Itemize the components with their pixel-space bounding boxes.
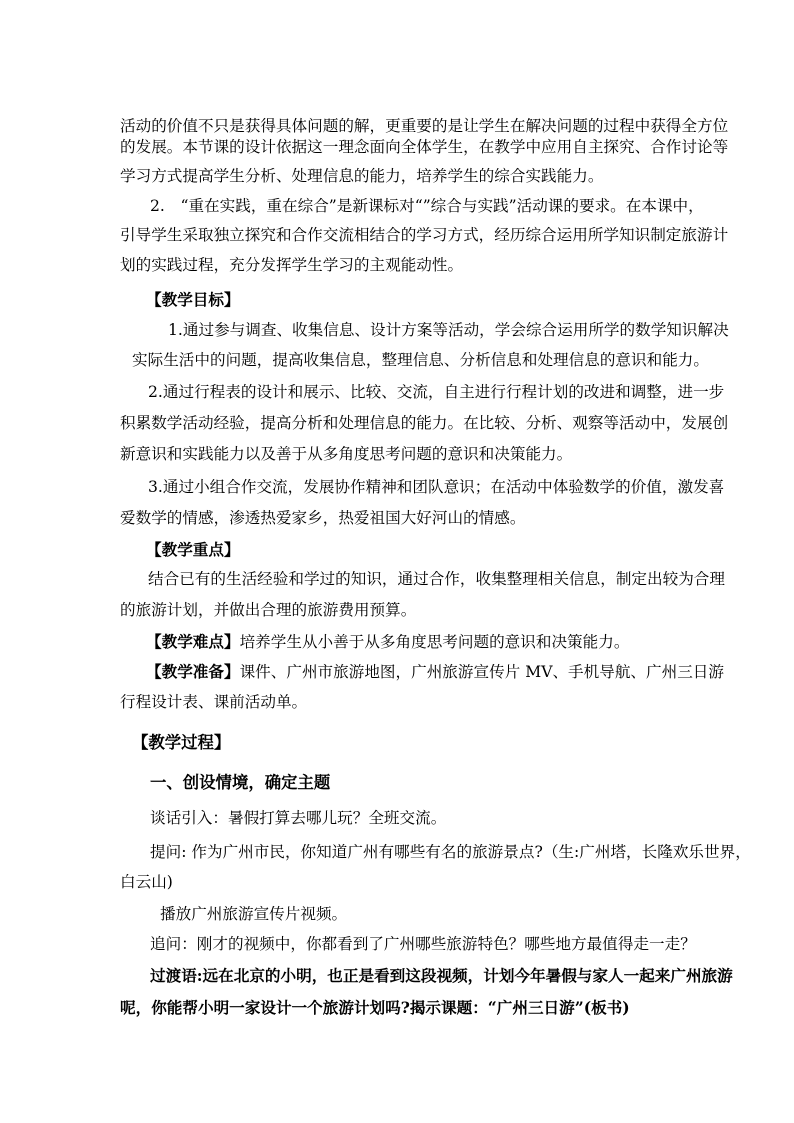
process-line-3: 白云山) [120,873,173,891]
objective-2-line-1: 2.通过行程表的设计和展示、比较、交流，自主进行行程计划的改进和调整，进一步 [148,383,725,401]
intro-line-3: 学习方式提高学生分析、处理信息的能力，培养学生的综合实践能力。 [120,167,604,185]
preparation-text: 课件、广州市旅游地图，广州旅游宣传片 MV、手机导航、广州三日游 [239,663,724,681]
key-points-line-1: 结合已有的生活经验和学过的知识，通过合作，收集整理相关信息，制定出较为合理 [148,570,725,588]
objectives-heading: 【教学目标】 [146,290,240,309]
process-line-5: 追问：刚才的视频中，你都看到了广州哪些旅游特色？哪些地方最值得走一走？ [150,935,696,953]
key-points-line-2: 的旅游计划，并做出合理的旅游费用预算。 [120,601,417,619]
objective-1-line-1: 1.通过参与调查、收集信息、设计方案等活动，学会综合运用所学的数学知识解决 [168,321,729,339]
section-1-title: 一、创设情境，确定主题 [150,773,331,792]
objective-2-line-2: 积累数学活动经验，提高分析和处理信息的能力。在比较、分析、观察等活动中，发展创 [120,414,729,432]
preparation-line [146,662,724,682]
preparation-line-2: 行程设计表、课前活动单。 [120,693,308,711]
point2-line-3: 划的实践过程，充分发挥学生学习的主观能动性。 [120,256,464,274]
objective-2-line-3: 新意识和实践能力以及善于从多角度思考问题的意识和决策能力。 [120,445,573,463]
preparation-heading: 【教学准备】 [146,662,240,681]
process-line-4: 播放广州旅游宣传片视频。 [160,905,348,923]
point2-line-2: 引导学生采取独立探究和合作交流相结合的学习方式，经历综合运用所学知识制定旅游计 [120,226,729,244]
objective-3-line-1: 3.通过小组合作交流，发展协作精神和团队意识；在活动中体验数学的价值，激发喜 [148,478,725,496]
difficulty-text: 培养学生从小善于从多角度思考问题的意识和决策能力。 [239,633,630,651]
intro-line-2: 的发展。本节课的设计依据这一理念面向全体学生，在教学中应用自主探究、合作讨论等 [120,138,729,156]
objective-3-line-2: 爱数学的情感，渗透热爱家乡，热爱祖国大好河山的情感。 [120,509,526,527]
transition-line-2: 呢，你能帮小明一家设计一个旅游计划吗?揭示课题：“广州三日游”(板书) [120,998,630,1017]
process-heading: 【教学过程】 [132,733,231,752]
point2-line-1: 2. “重在实践，重在综合”是新课标对“”综合与实践”活动课的要求。在本课中， [150,197,704,215]
process-line-1: 谈话引入：暑假打算去哪儿玩？全班交流。 [150,809,447,827]
objective-1-line-2: 实际生活中的问题，提高收集信息，整理信息、分析信息和处理信息的意识和能力。 [132,351,709,369]
transition-line-1: 过渡语:远在北京的小明，也正是看到这段视频，计划今年暑假与家人一起来广州旅游 [150,966,733,985]
intro-line-1: 活动的价值不只是获得具体问题的解，更重要的是让学生在解决问题的过程中获得全方位 [120,117,729,135]
difficulty-line [146,632,629,652]
process-line-2: 提问: 作为广州市民，你知道广州有哪些有名的旅游景点?（生:广州塔，长隆欢乐世界， [150,843,751,861]
key-points-heading: 【教学重点】 [146,540,240,559]
difficulty-heading: 【教学难点】 [146,632,240,651]
